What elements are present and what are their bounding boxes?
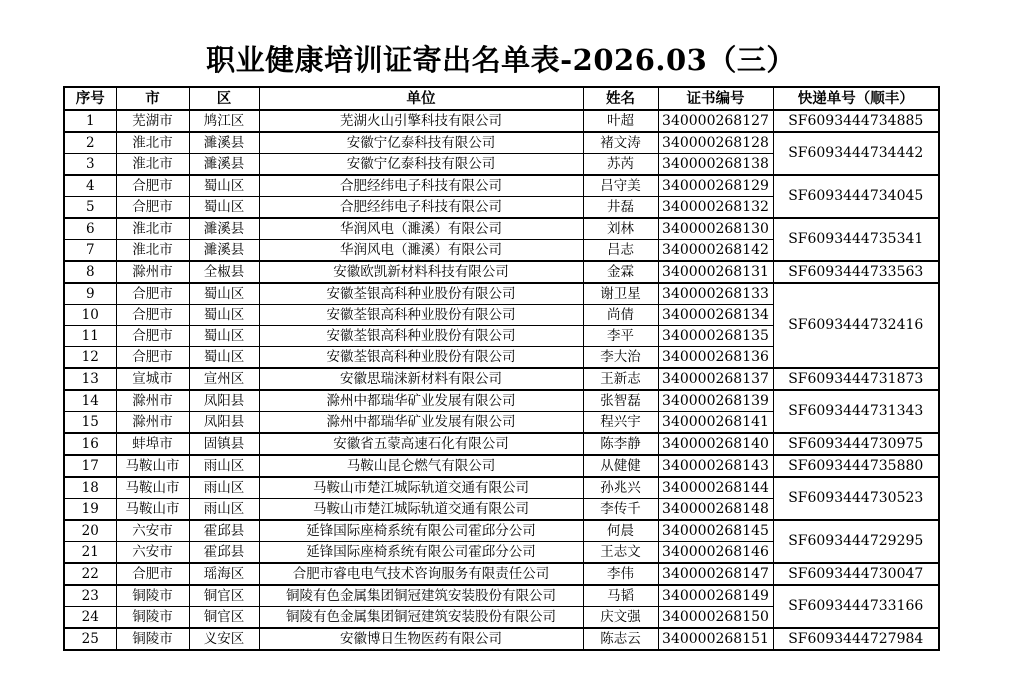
cell-company: 延锋国际座椅系统有限公司霍邱分公司 <box>259 542 583 564</box>
cell-city: 铜陵市 <box>116 585 189 607</box>
cell-name: 庆文强 <box>583 607 658 629</box>
cell-district: 蜀山区 <box>189 305 259 326</box>
cell-cert-number: 340000268140 <box>658 433 773 455</box>
cell-company: 马鞍山昆仑燃气有限公司 <box>259 455 583 477</box>
cell-company: 安徽博日生物医药有限公司 <box>259 628 583 650</box>
cell-company: 合肥经纬电子科技有限公司 <box>259 197 583 219</box>
cell-district: 濉溪县 <box>189 240 259 262</box>
cell-district: 蜀山区 <box>189 197 259 219</box>
cell-tracking-number: SF6093444731873 <box>773 368 939 390</box>
cell-name: 李伟 <box>583 563 658 585</box>
certificate-mailing-table <box>63 86 940 651</box>
cell-serial: 20 <box>64 520 116 542</box>
cell-city: 马鞍山市 <box>116 477 189 499</box>
table-row <box>64 261 939 283</box>
cell-city: 淮北市 <box>116 218 189 240</box>
cell-cert-number: 340000268137 <box>658 368 773 390</box>
cell-name: 从健健 <box>583 455 658 477</box>
cell-city: 宣城市 <box>116 368 189 390</box>
cell-city: 滁州市 <box>116 390 189 412</box>
cell-name: 井磊 <box>583 197 658 219</box>
cell-district: 雨山区 <box>189 499 259 521</box>
cell-tracking-number: SF6093444731343 <box>773 390 939 433</box>
column-header-serial: 序号 <box>64 87 116 110</box>
table-row <box>64 563 939 585</box>
cell-cert-number: 340000268148 <box>658 499 773 521</box>
cell-serial: 18 <box>64 477 116 499</box>
cell-name: 吕志 <box>583 240 658 262</box>
cell-cert-number: 340000268128 <box>658 132 773 154</box>
table-row <box>64 585 939 607</box>
cell-company: 安徽宁亿泰科技有限公司 <box>259 154 583 176</box>
cell-company: 合肥经纬电子科技有限公司 <box>259 175 583 197</box>
cell-city: 六安市 <box>116 520 189 542</box>
cell-city: 合肥市 <box>116 305 189 326</box>
cell-cert-number: 340000268133 <box>658 283 773 305</box>
cell-serial: 8 <box>64 261 116 283</box>
cell-serial: 14 <box>64 390 116 412</box>
cell-city: 淮北市 <box>116 154 189 176</box>
cell-name: 金霖 <box>583 261 658 283</box>
cell-serial: 21 <box>64 542 116 564</box>
cell-cert-number: 340000268151 <box>658 628 773 650</box>
cell-cert-number: 340000268146 <box>658 542 773 564</box>
column-header-name: 姓名 <box>583 87 658 110</box>
cell-company: 安徽思瑞涞新材料有限公司 <box>259 368 583 390</box>
cell-serial: 10 <box>64 305 116 326</box>
cell-name: 程兴宇 <box>583 412 658 434</box>
cell-name: 张智磊 <box>583 390 658 412</box>
cell-cert-number: 340000268130 <box>658 218 773 240</box>
cell-cert-number: 340000268139 <box>658 390 773 412</box>
cell-name: 何晨 <box>583 520 658 542</box>
cell-serial: 4 <box>64 175 116 197</box>
cell-district: 雨山区 <box>189 477 259 499</box>
table-row <box>64 628 939 650</box>
table-body <box>64 110 939 650</box>
cell-district: 瑶海区 <box>189 563 259 585</box>
cell-district: 濉溪县 <box>189 218 259 240</box>
table-row <box>64 368 939 390</box>
cell-serial: 24 <box>64 607 116 629</box>
cell-cert-number: 340000268129 <box>658 175 773 197</box>
table-row <box>64 110 939 132</box>
cell-name: 陈志云 <box>583 628 658 650</box>
cell-cert-number: 340000268141 <box>658 412 773 434</box>
table-row <box>64 132 939 154</box>
cell-company: 马鞍山市楚江城际轨道交通有限公司 <box>259 499 583 521</box>
cell-district: 雨山区 <box>189 455 259 477</box>
cell-serial: 3 <box>64 154 116 176</box>
cell-district: 凤阳县 <box>189 412 259 434</box>
cell-serial: 1 <box>64 110 116 132</box>
cell-serial: 23 <box>64 585 116 607</box>
cell-name: 褚文涛 <box>583 132 658 154</box>
cell-district: 濉溪县 <box>189 154 259 176</box>
cell-district: 铜官区 <box>189 585 259 607</box>
cell-city: 合肥市 <box>116 347 189 369</box>
column-header-district: 区 <box>189 87 259 110</box>
cell-serial: 6 <box>64 218 116 240</box>
cell-company: 华润风电（濉溪）有限公司 <box>259 240 583 262</box>
page-title: 职业健康培训证寄出名单表-2026.03（三） <box>206 43 796 77</box>
cell-company: 安徽宁亿泰科技有限公司 <box>259 132 583 154</box>
cell-name: 王新志 <box>583 368 658 390</box>
cell-serial: 7 <box>64 240 116 262</box>
cell-city: 合肥市 <box>116 283 189 305</box>
cell-cert-number: 340000268131 <box>658 261 773 283</box>
cell-serial: 5 <box>64 197 116 219</box>
cell-tracking-number: SF6093444730047 <box>773 563 939 585</box>
cell-cert-number: 340000268144 <box>658 477 773 499</box>
cell-company: 铜陵有色金属集团铜冠建筑安装股份有限公司 <box>259 607 583 629</box>
cell-name: 王志文 <box>583 542 658 564</box>
cell-tracking-number: SF6093444733166 <box>773 585 939 628</box>
cell-company: 安徽荃银高科种业股份有限公司 <box>259 305 583 326</box>
cell-tracking-number: SF6093444730523 <box>773 477 939 520</box>
cell-serial: 16 <box>64 433 116 455</box>
cell-district: 铜官区 <box>189 607 259 629</box>
cell-district: 霍邱县 <box>189 520 259 542</box>
cell-company: 马鞍山市楚江城际轨道交通有限公司 <box>259 477 583 499</box>
table-row <box>64 455 939 477</box>
cell-name: 吕守美 <box>583 175 658 197</box>
cell-cert-number: 340000268142 <box>658 240 773 262</box>
cell-city: 马鞍山市 <box>116 455 189 477</box>
column-header-city: 市 <box>116 87 189 110</box>
cell-serial: 25 <box>64 628 116 650</box>
cell-tracking-number: SF6093444733563 <box>773 261 939 283</box>
cell-company: 华润风电（濉溪）有限公司 <box>259 218 583 240</box>
table-row <box>64 175 939 197</box>
cell-serial: 19 <box>64 499 116 521</box>
cell-district: 霍邱县 <box>189 542 259 564</box>
cell-district: 固镇县 <box>189 433 259 455</box>
cell-district: 鸠江区 <box>189 110 259 132</box>
cell-tracking-number: SF6093444732416 <box>773 283 939 368</box>
cell-tracking-number: SF6093444734885 <box>773 110 939 132</box>
cell-tracking-number: SF6093444734442 <box>773 132 939 175</box>
cell-district: 凤阳县 <box>189 390 259 412</box>
cell-serial: 9 <box>64 283 116 305</box>
cell-name: 叶超 <box>583 110 658 132</box>
cell-serial: 11 <box>64 326 116 347</box>
cell-district: 蜀山区 <box>189 175 259 197</box>
cell-company: 铜陵有色金属集团铜冠建筑安装股份有限公司 <box>259 585 583 607</box>
cell-name: 尚倩 <box>583 305 658 326</box>
cell-tracking-number: SF6093444729295 <box>773 520 939 563</box>
cell-city: 铜陵市 <box>116 607 189 629</box>
cell-city: 铜陵市 <box>116 628 189 650</box>
column-header-cert-number: 证书编号 <box>658 87 773 110</box>
cell-serial: 22 <box>64 563 116 585</box>
cell-district: 蜀山区 <box>189 347 259 369</box>
cell-name: 李大治 <box>583 347 658 369</box>
cell-serial: 15 <box>64 412 116 434</box>
cell-serial: 13 <box>64 368 116 390</box>
cell-cert-number: 340000268136 <box>658 347 773 369</box>
table-row <box>64 477 939 499</box>
cell-city: 芜湖市 <box>116 110 189 132</box>
cell-company: 滁州中都瑞华矿业发展有限公司 <box>259 412 583 434</box>
column-header-company: 单位 <box>259 87 583 110</box>
cell-name: 苏芮 <box>583 154 658 176</box>
table-row <box>64 218 939 240</box>
cell-city: 马鞍山市 <box>116 499 189 521</box>
cell-cert-number: 340000268143 <box>658 455 773 477</box>
cell-name: 李传千 <box>583 499 658 521</box>
cell-company: 滁州中都瑞华矿业发展有限公司 <box>259 390 583 412</box>
cell-serial: 17 <box>64 455 116 477</box>
cell-district: 宣州区 <box>189 368 259 390</box>
cell-company: 延锋国际座椅系统有限公司霍邱分公司 <box>259 520 583 542</box>
cell-cert-number: 340000268132 <box>658 197 773 219</box>
cell-district: 全椒县 <box>189 261 259 283</box>
cell-company: 安徽荃银高科种业股份有限公司 <box>259 283 583 305</box>
cell-company: 安徽荃银高科种业股份有限公司 <box>259 326 583 347</box>
cell-company: 合肥市睿电电气技术咨询服务有限责任公司 <box>259 563 583 585</box>
table-row <box>64 520 939 542</box>
cell-city: 淮北市 <box>116 240 189 262</box>
table-row <box>64 283 939 305</box>
table-row <box>64 390 939 412</box>
cell-serial: 2 <box>64 132 116 154</box>
header-row <box>64 87 939 110</box>
cell-name: 马韬 <box>583 585 658 607</box>
cell-tracking-number: SF6093444735341 <box>773 218 939 261</box>
cell-city: 滁州市 <box>116 412 189 434</box>
cell-tracking-number: SF6093444734045 <box>773 175 939 218</box>
cell-name: 刘林 <box>583 218 658 240</box>
cell-cert-number: 340000268147 <box>658 563 773 585</box>
cell-cert-number: 340000268138 <box>658 154 773 176</box>
cell-name: 陈李静 <box>583 433 658 455</box>
cell-cert-number: 340000268127 <box>658 110 773 132</box>
table-row <box>64 433 939 455</box>
cell-name: 谢卫星 <box>583 283 658 305</box>
cell-district: 濉溪县 <box>189 132 259 154</box>
cell-tracking-number: SF6093444730975 <box>773 433 939 455</box>
cell-name: 孙兆兴 <box>583 477 658 499</box>
cell-district: 蜀山区 <box>189 326 259 347</box>
cell-city: 六安市 <box>116 542 189 564</box>
cell-company: 安徽荃银高科种业股份有限公司 <box>259 347 583 369</box>
cell-tracking-number: SF6093444735880 <box>773 455 939 477</box>
cell-company: 安徽欧凯新材料科技有限公司 <box>259 261 583 283</box>
cell-city: 合肥市 <box>116 563 189 585</box>
cell-city: 滁州市 <box>116 261 189 283</box>
cell-city: 淮北市 <box>116 132 189 154</box>
cell-city: 合肥市 <box>116 326 189 347</box>
cell-cert-number: 340000268135 <box>658 326 773 347</box>
cell-cert-number: 340000268150 <box>658 607 773 629</box>
cell-company: 安徽省五蒙高速石化有限公司 <box>259 433 583 455</box>
cell-cert-number: 340000268134 <box>658 305 773 326</box>
cell-cert-number: 340000268149 <box>658 585 773 607</box>
cell-city: 蚌埠市 <box>116 433 189 455</box>
cell-name: 李平 <box>583 326 658 347</box>
cell-city: 合肥市 <box>116 197 189 219</box>
column-header-tracking-number: 快递单号（顺丰） <box>773 87 939 110</box>
cell-cert-number: 340000268145 <box>658 520 773 542</box>
cell-company: 芜湖火山引擎科技有限公司 <box>259 110 583 132</box>
cell-district: 蜀山区 <box>189 283 259 305</box>
cell-city: 合肥市 <box>116 175 189 197</box>
cell-serial: 12 <box>64 347 116 369</box>
cell-district: 义安区 <box>189 628 259 650</box>
cell-tracking-number: SF6093444727984 <box>773 628 939 650</box>
